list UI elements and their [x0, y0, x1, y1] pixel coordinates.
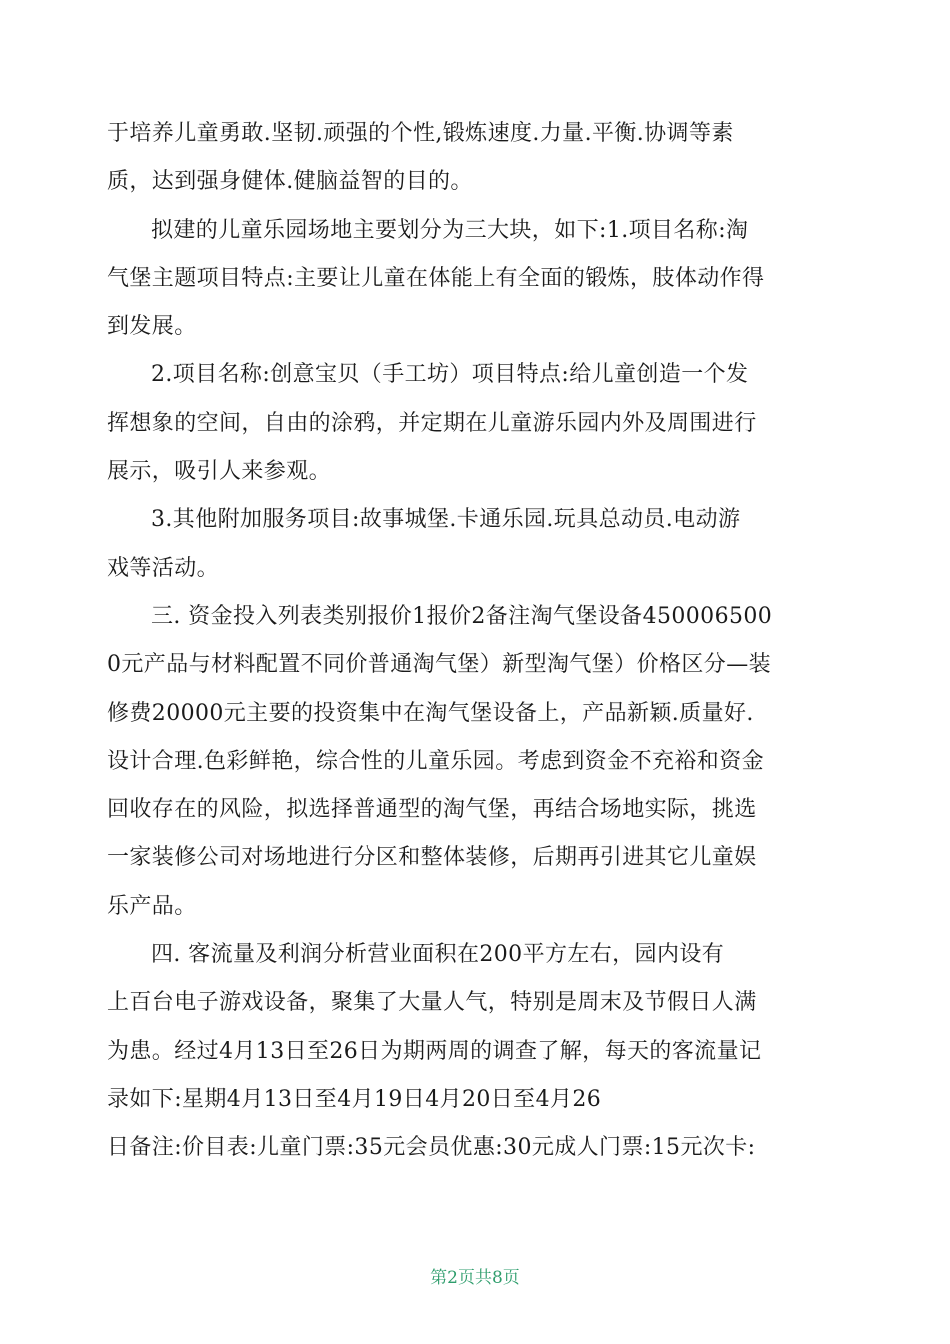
text-line: 到发展。	[107, 314, 197, 340]
page-number-footer: 第2页共8页	[430, 1268, 520, 1288]
paragraph-first-line: 拟建的儿童乐园场地主要划分为三大块，如下:1.项目名称:淘	[151, 217, 749, 243]
text-line: 录如下:星期4月13日至4月19日4月20日至4月26	[107, 1086, 602, 1112]
text-line: 气堡主题项目特点:主要让儿童在体能上有全面的锻炼，肢体动作得	[107, 265, 765, 291]
text-line: 质，达到强身健体.健脑益智的目的。	[107, 169, 473, 195]
text-line: 戏等活动。	[107, 555, 220, 581]
paragraph-first-line: 3.其他附加服务项目:故事城堡.卡通乐园.玩具总动员.电动游	[151, 507, 741, 533]
paragraph-first-line: 三. 资金投入列表类别报价1报价2备注淘气堡设备450006500	[151, 603, 773, 629]
text-line: 为患。经过4月13日至26日为期两周的调查了解，每天的客流量记	[107, 1038, 762, 1064]
text-line: 挥想象的空间，自由的涂鸦，并定期在儿童游乐园内外及周围进行	[107, 410, 757, 436]
text-line: 日备注:价目表:儿童门票:35元会员优惠:30元成人门票:15元次卡:	[107, 1135, 756, 1161]
paragraph-first-line: 四. 客流量及利润分析营业面积在200平方左右，园内设有	[151, 942, 725, 968]
text-line: 回收存在的风险，拟选择普通型的淘气堡，再结合场地实际，挑选	[107, 797, 757, 823]
text-line: 修费20000元主要的投资集中在淘气堡设备上，产品新颖.质量好.	[107, 700, 754, 726]
text-line: 一家装修公司对场地进行分区和整体装修，后期再引进其它儿童娱	[107, 845, 757, 871]
body-text	[107, 110, 847, 1173]
text-line: 展示，吸引人来参观。	[107, 459, 332, 485]
text-line: 于培养儿童勇敢.坚韧.顽强的个性,锻炼速度.力量.平衡.协调等素	[107, 121, 734, 146]
text-line: 上百台电子游戏设备，聚集了大量人气，特别是周末及节假日人满	[107, 990, 757, 1016]
paragraph-first-line: 2.项目名称:创意宝贝（手工坊）项目特点:给儿童创造一个发	[151, 362, 749, 388]
text-line: 0元产品与材料配置不同价普通淘气堡）新型淘气堡）价格区分—装	[107, 652, 771, 678]
text-line: 乐产品。	[107, 893, 197, 919]
text-line: 设计合理.色彩鲜艳，综合性的儿童乐园。考虑到资金不充裕和资金	[107, 748, 764, 774]
